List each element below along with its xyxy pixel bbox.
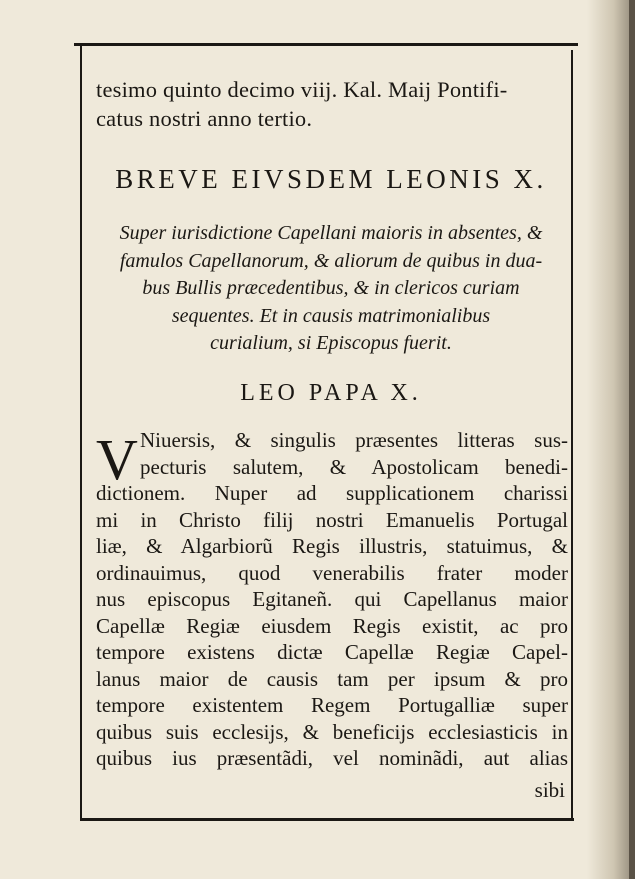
body-line: Niuersis, & singulis præsentes litteras sus- <box>140 428 568 452</box>
body-line: pecturis salutem, & Apostolicam benedi- <box>140 454 568 479</box>
body-line: tempore existens dictæ Capellæ Regiæ Capel- <box>96 640 568 664</box>
section-heading: BREVE EIVSDEM LEONIS X. <box>115 164 547 194</box>
body-line: mi in Christo filij nostri Emanuelis Portugal <box>96 507 568 532</box>
body-line: Capellæ Regiæ eiusdem Regis existit, ac pro <box>96 613 568 638</box>
summary-line: Super iurisdictione Capellani maioris in absentes, & <box>119 222 543 244</box>
body-text <box>96 427 568 772</box>
summary-line: curialium, si Episcopus fuerit. <box>210 332 452 354</box>
top-border-rule <box>74 43 578 46</box>
right-border-rule <box>571 50 573 820</box>
summary-line: sequentes. Et in causis matrimonialibus <box>171 304 491 327</box>
drop-cap-letter: V <box>96 427 138 492</box>
body-line: nus episcopus Egitaneñ. qui Capellanus maior <box>96 587 568 611</box>
body-line: dictionem. Nuper ad supplicationem charissi <box>96 481 568 505</box>
summary-line: famulos Capellanorum, & aliorum de quibus in dua- <box>119 249 543 272</box>
summary-line: bus Bullis præcedentibus, & in clericos curiam <box>142 277 520 299</box>
text-line: tesimo quinto decimo viij. Kal. Maij Pontifi- <box>96 77 508 102</box>
left-border-rule <box>80 43 82 821</box>
book-spine-edge <box>629 0 635 879</box>
body-line: ordinauimus, quod venerabilis frater moder <box>96 560 568 585</box>
italic-summary <box>96 220 566 358</box>
sub-heading: LEO PAPA X. <box>240 380 422 406</box>
body-line: quibus suis ecclesijs, & beneficijs ecclesiasticis in <box>96 719 568 744</box>
book-spine-shadow <box>587 0 635 879</box>
text-line: catus nostri anno tertio. <box>96 106 313 131</box>
body-line: tempore existentem Regem Portugalliæ super <box>96 693 568 717</box>
bottom-border-rule <box>80 818 574 821</box>
catchword: sibi <box>534 778 565 802</box>
body-line: lanus maior de causis tam per ipsum & pro <box>96 666 568 691</box>
body-line: quibus ius præsentãdi, vel nominãdi, aut alias <box>96 746 568 770</box>
body-line: liæ, & Algarbiorũ Regis illustris, statuimus, & <box>96 534 568 558</box>
continuation-text <box>96 75 566 133</box>
